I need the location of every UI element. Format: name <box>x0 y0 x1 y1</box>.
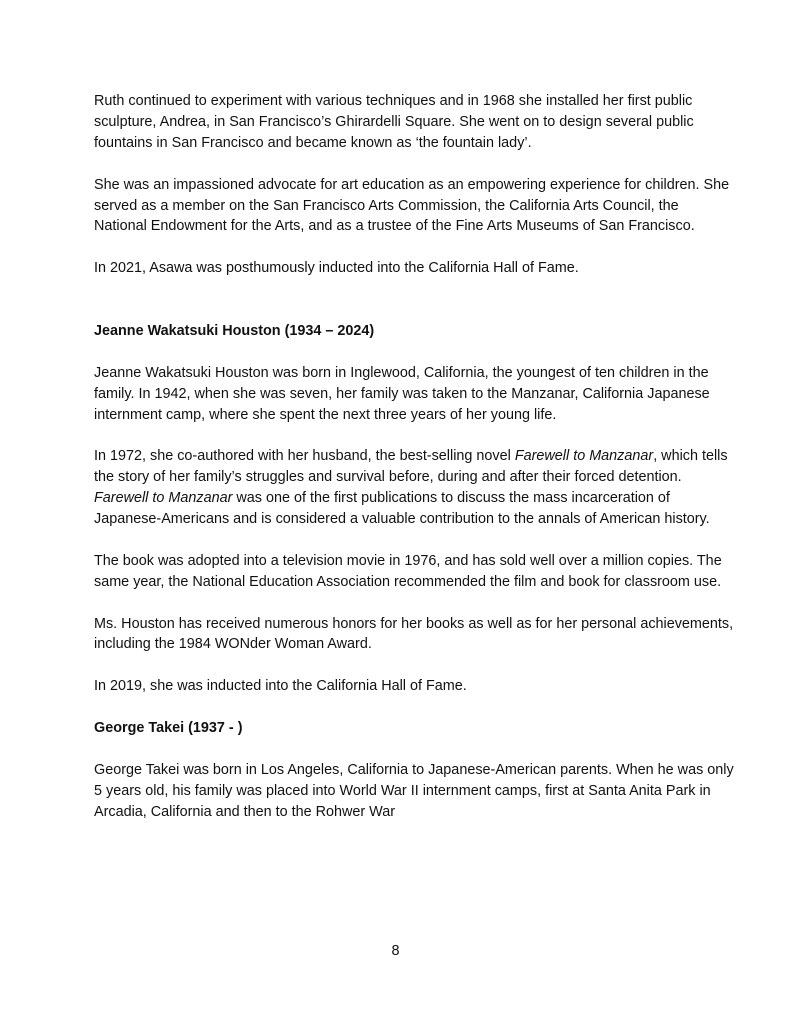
paragraph-houston-movie: The book was adopted into a television movie in 1976, and has sold well over a million copies. The same year, the National Education Association recommended the film and book for classroom use. <box>94 552 722 590</box>
book-title: Farewell to Manzanar <box>514 448 654 465</box>
paragraph-asawa-hall-of-fame: In 2021, Asawa was posthumously inducted into the California Hall of Fame. <box>94 260 579 277</box>
paragraph-asawa-sculpture: Ruth continued to experiment with various techniques and in 1968 she installed her first public sculpture, Andrea, in San Francisco’s Ghirardelli Square. She went on to design several public fountains in San Francisco and became known as ‘the fountain lady’. <box>94 93 694 151</box>
paragraph-houston-honors: Ms. Houston has received numerous honors for her books as well as for her personal achievements, including the 1984 WONder Woman Award. <box>94 615 734 653</box>
section-heading-takei: George Takei (1937 - ) <box>94 720 243 737</box>
section-heading-houston: Jeanne Wakatsuki Houston (1934 – 2024) <box>94 322 375 339</box>
paragraph-asawa-advocacy: She was an impassioned advocate for art education as an empowering experience for children. She served as a member on the San Francisco Arts Commission, the California Arts Council, the National Endowment for the Arts, and as a trustee of the Fine Arts Museums of San Francisco. <box>94 176 730 235</box>
text-run: , which tells the story of her family’s struggles and survival before, during and after their forced detention. <box>94 448 728 486</box>
text-run: was one of the first publications to discuss the mass incarceration of Japanese-Americans and is considered a valuable contribution to the annals of American history. <box>94 490 710 528</box>
paragraph-takei-birth: George Takei was born in Los Angeles, California to Japanese-American parents. When he was only 5 years old, his family was placed into World War II internment camps, first at Santa Anita Park in Arcadia, California and then to the Rohwer War <box>94 761 734 820</box>
paragraph-houston-birth: Jeanne Wakatsuki Houston was born in Inglewood, California, the youngest of ten children in the family. In 1942, when she was seven, her family was taken to the Manzanar, California Japanese internment camp, where she spent the next three years of her young life. <box>94 364 710 423</box>
paragraph-houston-hall-of-fame: In 2019, she was inducted into the California Hall of Fame. <box>94 678 467 695</box>
book-title: Farewell to Manzanar <box>94 490 233 507</box>
page-number: 8 <box>391 943 400 959</box>
document-page <box>94 91 734 843</box>
paragraph-houston-novel <box>94 446 734 530</box>
text-run: In 1972, she co-authored with her husband, the best-selling novel <box>94 448 515 465</box>
